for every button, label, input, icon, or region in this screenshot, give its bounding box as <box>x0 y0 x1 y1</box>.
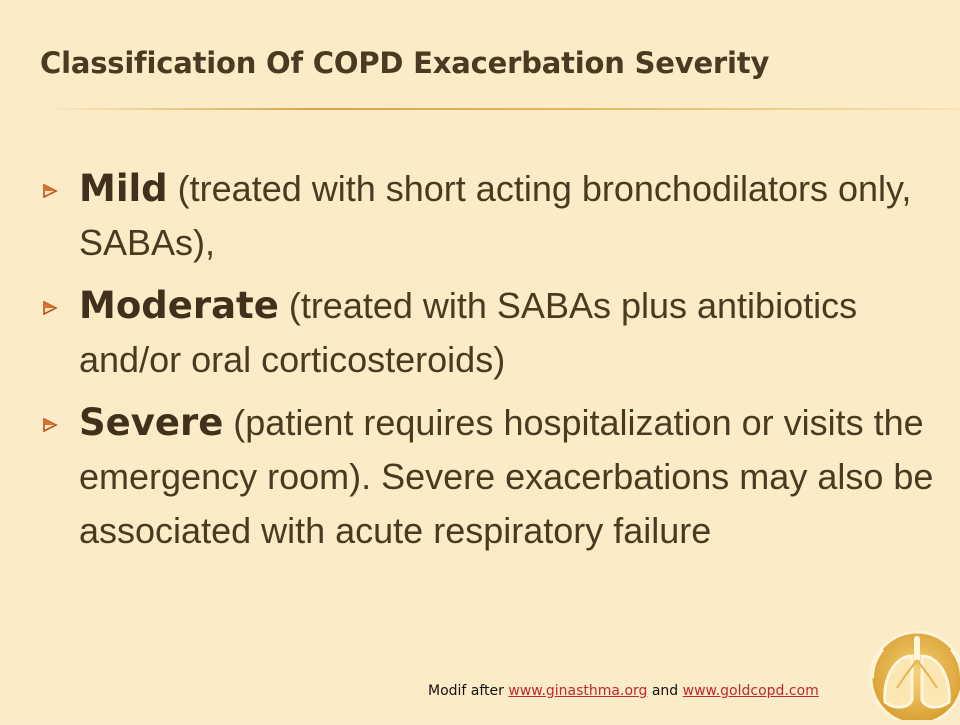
bullet-text: (patient requires hospitalization or visits the emergency room). Severe exacerbations may also be associated with acute respiratory failure <box>79 402 934 551</box>
footer-middle: and <box>647 683 683 699</box>
ginasthma-link[interactable]: www.ginasthma.org <box>508 683 648 699</box>
arrow-bullet-icon <box>42 396 62 450</box>
footer-prefix: Modif after <box>428 683 509 699</box>
bullet-text: (treated with short acting bronchodilators only, SABAs), <box>79 168 912 263</box>
bullet-item-moderate <box>42 279 942 387</box>
bullet-term: Severe <box>79 401 224 444</box>
arrow-bullet-icon <box>42 279 62 333</box>
goldcopd-link[interactable]: www.goldcopd.com <box>682 683 819 699</box>
lungs-logo-icon <box>865 626 960 720</box>
bullet-list <box>42 162 942 567</box>
bullet-item-mild <box>42 162 942 270</box>
slide-title: Classification Of COPD Exacerbation Severity <box>40 46 770 80</box>
bullet-item-severe <box>42 396 942 558</box>
bullet-term: Mild <box>79 167 168 210</box>
source-footer <box>428 683 819 699</box>
bullet-text: (treated with SABAs plus antibiotics and/or oral corticosteroids) <box>79 285 858 380</box>
arrow-bullet-icon <box>42 162 62 216</box>
title-divider <box>40 108 960 110</box>
bullet-term: Moderate <box>79 284 279 327</box>
